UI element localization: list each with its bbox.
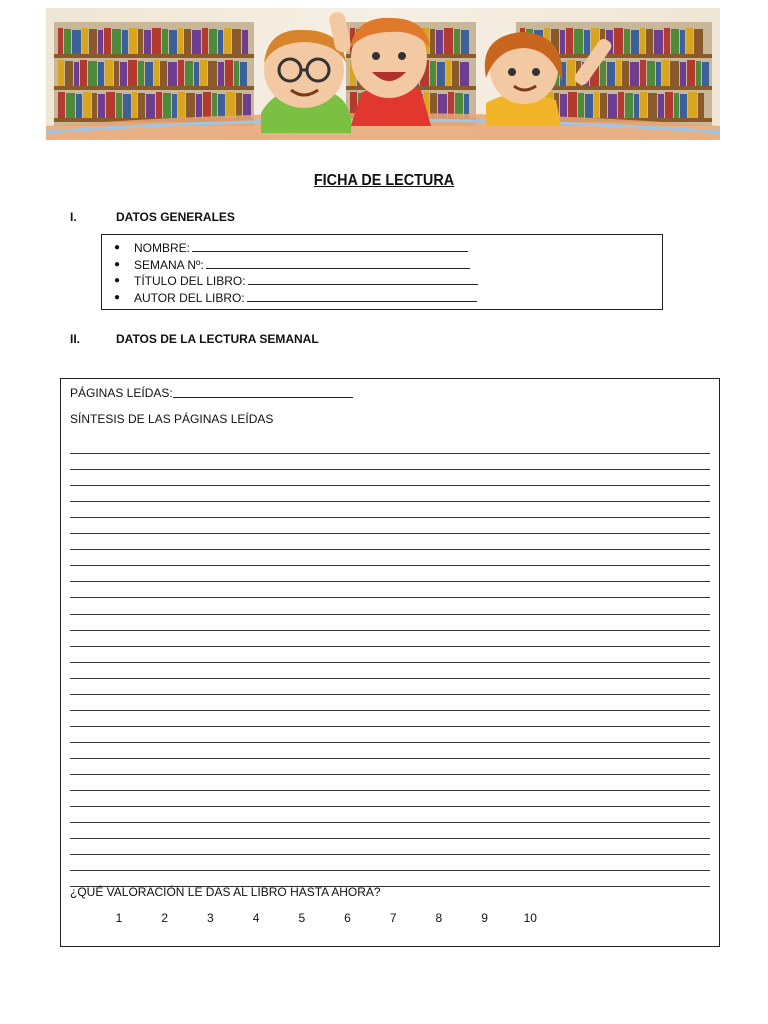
field-book-author-label: AUTOR DEL LIBRO: bbox=[134, 290, 245, 305]
section1-number: I. bbox=[70, 210, 77, 224]
synthesis-line[interactable] bbox=[70, 470, 710, 486]
synthesis-line[interactable] bbox=[70, 486, 710, 502]
field-book-title-row bbox=[114, 273, 478, 290]
field-book-title-blank[interactable] bbox=[248, 273, 478, 285]
bullet-icon: ● bbox=[114, 275, 121, 287]
synthesis-line[interactable] bbox=[70, 759, 710, 775]
rating-option-7[interactable]: 7 bbox=[389, 911, 397, 925]
synthesis-line[interactable] bbox=[70, 615, 710, 631]
field-week-label: SEMANA Nº: bbox=[134, 257, 204, 272]
synthesis-line[interactable] bbox=[70, 743, 710, 759]
synthesis-line[interactable] bbox=[70, 502, 710, 518]
synthesis-line[interactable] bbox=[70, 663, 710, 679]
section2-title: DATOS DE LA LECTURA SEMANAL bbox=[116, 332, 319, 346]
rating-option-8[interactable]: 8 bbox=[435, 911, 443, 925]
synthesis-writing-lines[interactable] bbox=[70, 438, 710, 887]
field-book-title-label: TÍTULO DEL LIBRO: bbox=[134, 274, 246, 289]
field-name-blank[interactable] bbox=[192, 240, 468, 252]
rating-option-3[interactable]: 3 bbox=[207, 911, 214, 925]
synthesis-line[interactable] bbox=[70, 839, 710, 855]
field-week-blank[interactable] bbox=[206, 257, 470, 269]
pages-read-blank[interactable] bbox=[173, 386, 353, 398]
rating-option-1[interactable]: 1 bbox=[115, 911, 123, 925]
general-data-box bbox=[101, 234, 663, 310]
field-book-author-row bbox=[114, 290, 478, 307]
synthesis-line[interactable] bbox=[70, 711, 710, 727]
synthesis-line[interactable] bbox=[70, 454, 710, 470]
synthesis-line[interactable] bbox=[70, 566, 710, 582]
synthesis-line[interactable] bbox=[70, 727, 710, 743]
rating-option-2[interactable]: 2 bbox=[161, 911, 169, 925]
synthesis-line[interactable] bbox=[70, 550, 710, 566]
field-name-row bbox=[114, 240, 478, 257]
field-book-author-blank[interactable] bbox=[247, 290, 477, 302]
synthesis-line[interactable] bbox=[70, 438, 710, 454]
rating-option-5[interactable]: 5 bbox=[298, 911, 306, 925]
pages-read-row bbox=[70, 386, 353, 400]
synthesis-line[interactable] bbox=[70, 791, 710, 807]
header-banner-illustration bbox=[46, 8, 720, 140]
document-title: FICHA DE LECTURA bbox=[313, 172, 455, 189]
synthesis-line[interactable] bbox=[70, 679, 710, 695]
left-bookshelf bbox=[54, 22, 254, 126]
synthesis-line[interactable] bbox=[70, 695, 710, 711]
synthesis-label: SÍNTESIS DE LAS PÁGINAS LEÍDAS bbox=[70, 412, 274, 426]
synthesis-line[interactable] bbox=[70, 582, 710, 598]
synthesis-line[interactable] bbox=[70, 775, 710, 791]
field-name-label: NOMBRE: bbox=[134, 241, 191, 255]
synthesis-line[interactable] bbox=[70, 598, 710, 614]
bullet-icon: ● bbox=[114, 258, 121, 270]
synthesis-line[interactable] bbox=[70, 631, 710, 647]
rating-question: ¿QUÉ VALORACIÓN LE DAS AL LIBRO HASTA AHORA? bbox=[70, 885, 381, 899]
rating-option-4[interactable]: 4 bbox=[252, 911, 260, 925]
rating-option-10[interactable]: 10 bbox=[523, 911, 537, 925]
section2-number: II. bbox=[70, 332, 81, 346]
pages-read-label: PÁGINAS LEÍDAS: bbox=[70, 386, 173, 400]
synthesis-line[interactable] bbox=[70, 518, 710, 534]
rating-scale bbox=[61, 911, 719, 927]
rating-option-9[interactable]: 9 bbox=[481, 911, 488, 925]
synthesis-line[interactable] bbox=[70, 823, 710, 839]
synthesis-line[interactable] bbox=[70, 855, 710, 871]
weekly-reading-box bbox=[60, 378, 720, 947]
bullet-icon: ● bbox=[114, 291, 121, 303]
field-week-row bbox=[114, 257, 478, 274]
synthesis-line[interactable] bbox=[70, 807, 710, 823]
rating-option-6[interactable]: 6 bbox=[344, 911, 351, 925]
synthesis-line[interactable] bbox=[70, 647, 710, 663]
synthesis-line[interactable] bbox=[70, 534, 710, 550]
section1-title: DATOS GENERALES bbox=[116, 210, 235, 224]
bullet-icon: ● bbox=[114, 242, 121, 253]
